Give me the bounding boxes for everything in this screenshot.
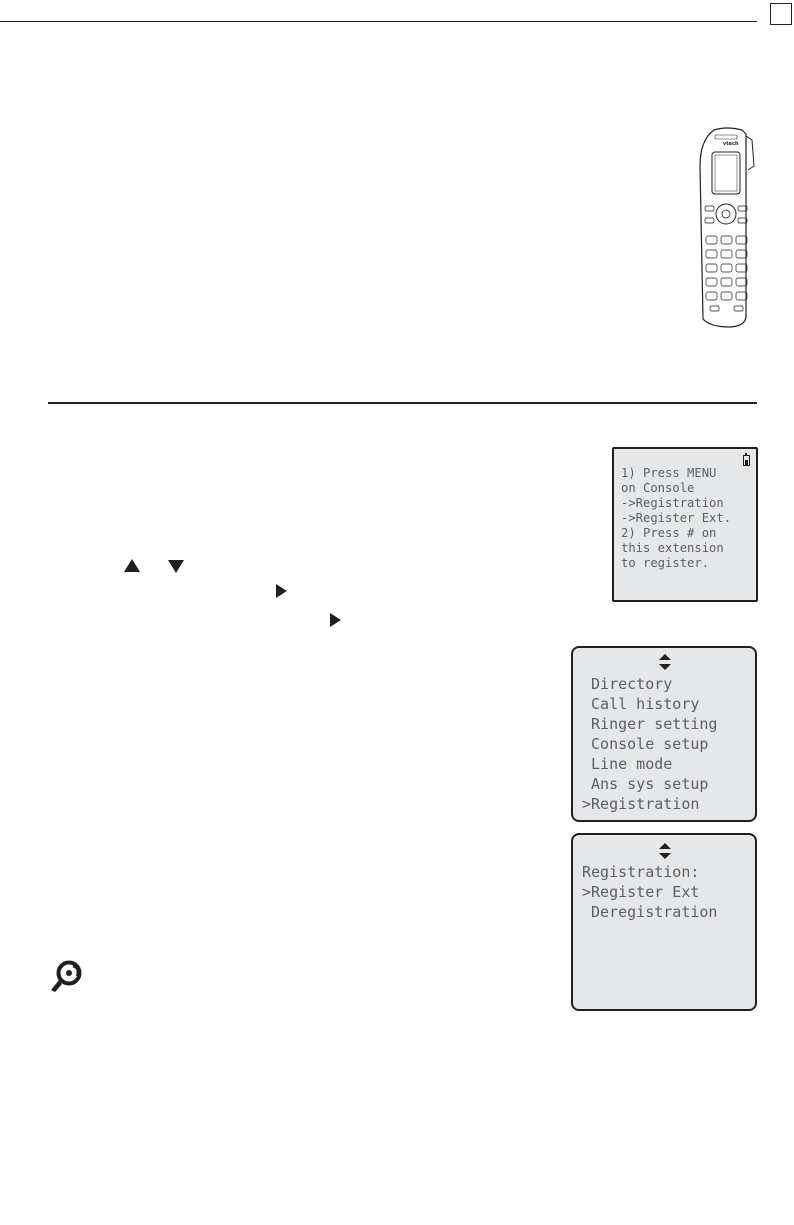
page-tab-marker	[770, 3, 792, 25]
top-rule	[0, 21, 757, 22]
menu-item-call-history: Call history	[582, 695, 700, 713]
right-arrow-icon	[330, 613, 341, 627]
screen-line: 2) Press # on	[621, 526, 717, 540]
screen-line: on Console	[621, 481, 695, 495]
down-arrow-icon	[168, 560, 184, 573]
note-icon	[47, 958, 87, 994]
screen-line: ->Registration	[621, 496, 724, 510]
registration-title: Registration:	[582, 863, 700, 881]
section-divider	[48, 402, 757, 404]
right-arrow-icon	[276, 584, 287, 598]
menu-item-ringer-setting: Ringer setting	[582, 715, 718, 733]
screen-line: this extension	[621, 541, 724, 555]
menu-item-ans-sys-setup: Ans sys setup	[582, 775, 709, 793]
screen-line: ->Register Ext.	[621, 511, 732, 525]
menu-item-registration: >Registration	[582, 795, 700, 813]
screen-line: to register.	[621, 556, 710, 570]
register-prompt-screen	[612, 447, 758, 602]
registration-menu-screen	[571, 833, 757, 1011]
screen-line: 1) Press MENU	[621, 466, 717, 480]
up-arrow-icon	[124, 559, 140, 572]
up-down-scroll-icon	[659, 843, 671, 859]
svg-text:vtech: vtech	[723, 141, 739, 147]
menu-item-directory: Directory	[582, 675, 673, 693]
main-menu-screen	[571, 646, 757, 822]
battery-icon	[743, 455, 750, 466]
menu-item-register-ext: >Register Ext	[582, 883, 700, 901]
up-down-scroll-icon	[659, 654, 671, 670]
menu-item-console-setup: Console setup	[582, 735, 709, 753]
menu-item-line-mode: Line mode	[582, 755, 673, 773]
handset-illustration	[694, 126, 760, 328]
menu-item-deregistration: Deregistration	[582, 903, 718, 921]
